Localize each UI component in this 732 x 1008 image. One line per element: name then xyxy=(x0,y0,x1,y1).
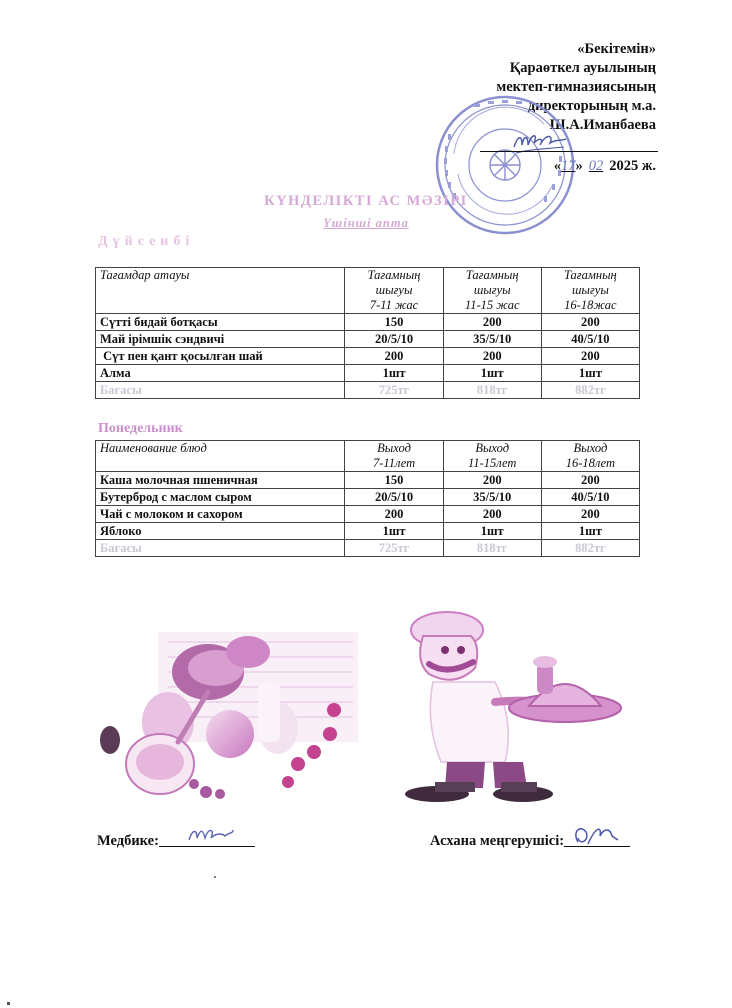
portion-cell: 200 xyxy=(345,506,443,523)
table-row xyxy=(96,314,640,331)
nurse-signature-line xyxy=(159,832,255,847)
date-year: 2025 ж. xyxy=(609,158,656,174)
table-row xyxy=(96,331,640,348)
director-signature-line xyxy=(480,151,658,152)
kitchen-head-signature-line xyxy=(564,832,630,847)
portion-cell: 35/5/10 xyxy=(443,331,541,348)
portion-cell: 1шт xyxy=(345,523,443,540)
portion-cell: 20/5/10 xyxy=(345,489,443,506)
fruit-illustration xyxy=(98,612,358,812)
menu-title: КҮНДЕЛІКТІ АС МӘЗІРІ xyxy=(264,193,468,209)
dish-name: Сүт пен қант қосылған шай xyxy=(96,348,345,365)
portion-cell: 20/5/10 xyxy=(345,331,443,348)
portion-cell: 150 xyxy=(345,472,443,489)
table-row xyxy=(96,506,640,523)
header-cell-age-11-15: Выход 11-15лет xyxy=(443,441,541,472)
price-cell: 725тг xyxy=(345,540,443,557)
dish-name: Чай с молоком и сахором xyxy=(96,506,345,523)
table-row xyxy=(96,489,640,506)
price-label: Бағасы xyxy=(96,540,345,557)
approval-line-2: Қараөткел ауылының xyxy=(509,60,656,76)
dish-name: Каша молочная пшеничная xyxy=(96,472,345,489)
date-day: 17 xyxy=(560,158,576,174)
kitchen-head-signature xyxy=(570,822,626,848)
portion-cell: 40/5/10 xyxy=(541,331,639,348)
portion-cell: 35/5/10 xyxy=(443,489,541,506)
portion-cell: 200 xyxy=(443,314,541,331)
scan-speck xyxy=(7,1002,10,1005)
price-row xyxy=(96,540,640,557)
portion-cell: 1шт xyxy=(443,523,541,540)
portion-cell: 200 xyxy=(443,472,541,489)
approval-line-1: «Бекітемін» xyxy=(577,41,656,57)
director-signature xyxy=(510,125,568,159)
portion-cell: 1шт xyxy=(541,523,639,540)
header-cell-age-7-11: Тағамның шығуы 7-11 жас xyxy=(345,268,443,314)
table-row xyxy=(96,523,640,540)
portion-cell: 1шт xyxy=(541,365,639,382)
scan-speck xyxy=(214,876,216,878)
price-label: Бағасы xyxy=(96,382,345,399)
portion-cell: 1шт xyxy=(345,365,443,382)
dish-name: Май ірімшік сэндвичі xyxy=(96,331,345,348)
portion-cell: 1шт xyxy=(443,365,541,382)
menu-table-russian xyxy=(95,440,640,557)
date-month: 02 xyxy=(588,158,604,174)
menu-week-wrap xyxy=(0,214,732,232)
date-open-quote: « xyxy=(553,158,561,174)
nurse-label: Медбике: xyxy=(97,833,159,849)
dish-name: Бутерброд с маслом сыром xyxy=(96,489,345,506)
header-cell-age-16-18: Выход 16-18лет xyxy=(541,441,639,472)
header-cell-age-11-15: Тағамның шығуы 11-15 жас xyxy=(443,268,541,314)
nurse-signature-block xyxy=(97,832,255,850)
price-cell: 818тг xyxy=(443,382,541,399)
dish-name: Алма xyxy=(96,365,345,382)
dish-name: Яблоко xyxy=(96,523,345,540)
price-cell: 725тг xyxy=(345,382,443,399)
menu-week: Үшінші апта xyxy=(323,216,409,230)
approval-line-5: Ш.А.Иманбаева xyxy=(549,117,656,133)
portion-cell: 200 xyxy=(443,506,541,523)
dish-name: Сүтті бидай ботқасы xyxy=(96,314,345,331)
price-cell: 882тг xyxy=(541,540,639,557)
portion-cell: 200 xyxy=(541,506,639,523)
table-header-row xyxy=(96,268,640,314)
table-row xyxy=(96,365,640,382)
portion-cell: 200 xyxy=(345,348,443,365)
header-cell-dish: Тағамдар атауы xyxy=(96,268,345,314)
portion-cell: 200 xyxy=(541,472,639,489)
price-cell: 882тг xyxy=(541,382,639,399)
date-close-quote: » xyxy=(575,158,583,174)
approval-line-4: директорының м.а. xyxy=(527,98,656,114)
header-cell-age-16-18: Тағамның шығуы 16-18жас xyxy=(541,268,639,314)
kitchen-head-label: Асхана меңгерушісі: xyxy=(430,833,565,849)
kitchen-head-signature-block xyxy=(430,832,630,850)
table-row xyxy=(96,348,640,365)
menu-table-kazakh xyxy=(95,267,640,399)
approval-line-3: мектеп-гимназиясының xyxy=(496,79,656,95)
nurse-signature xyxy=(187,824,235,846)
portion-cell: 200 xyxy=(443,348,541,365)
chef-illustration xyxy=(395,602,625,812)
table-header-row xyxy=(96,441,640,472)
day-heading-russian: Понедельник xyxy=(98,421,183,436)
header-cell-dish: Наименование блюд xyxy=(96,441,345,472)
approval-date xyxy=(554,158,656,175)
portion-cell: 40/5/10 xyxy=(541,489,639,506)
day-heading-kazakh: Дүйсенбі xyxy=(98,234,195,249)
portion-cell: 200 xyxy=(541,348,639,365)
portion-cell: 150 xyxy=(345,314,443,331)
portion-cell: 200 xyxy=(541,314,639,331)
header-cell-age-7-11: Выход 7-11лет xyxy=(345,441,443,472)
price-row xyxy=(96,382,640,399)
price-cell: 818тг xyxy=(443,540,541,557)
table-row xyxy=(96,472,640,489)
